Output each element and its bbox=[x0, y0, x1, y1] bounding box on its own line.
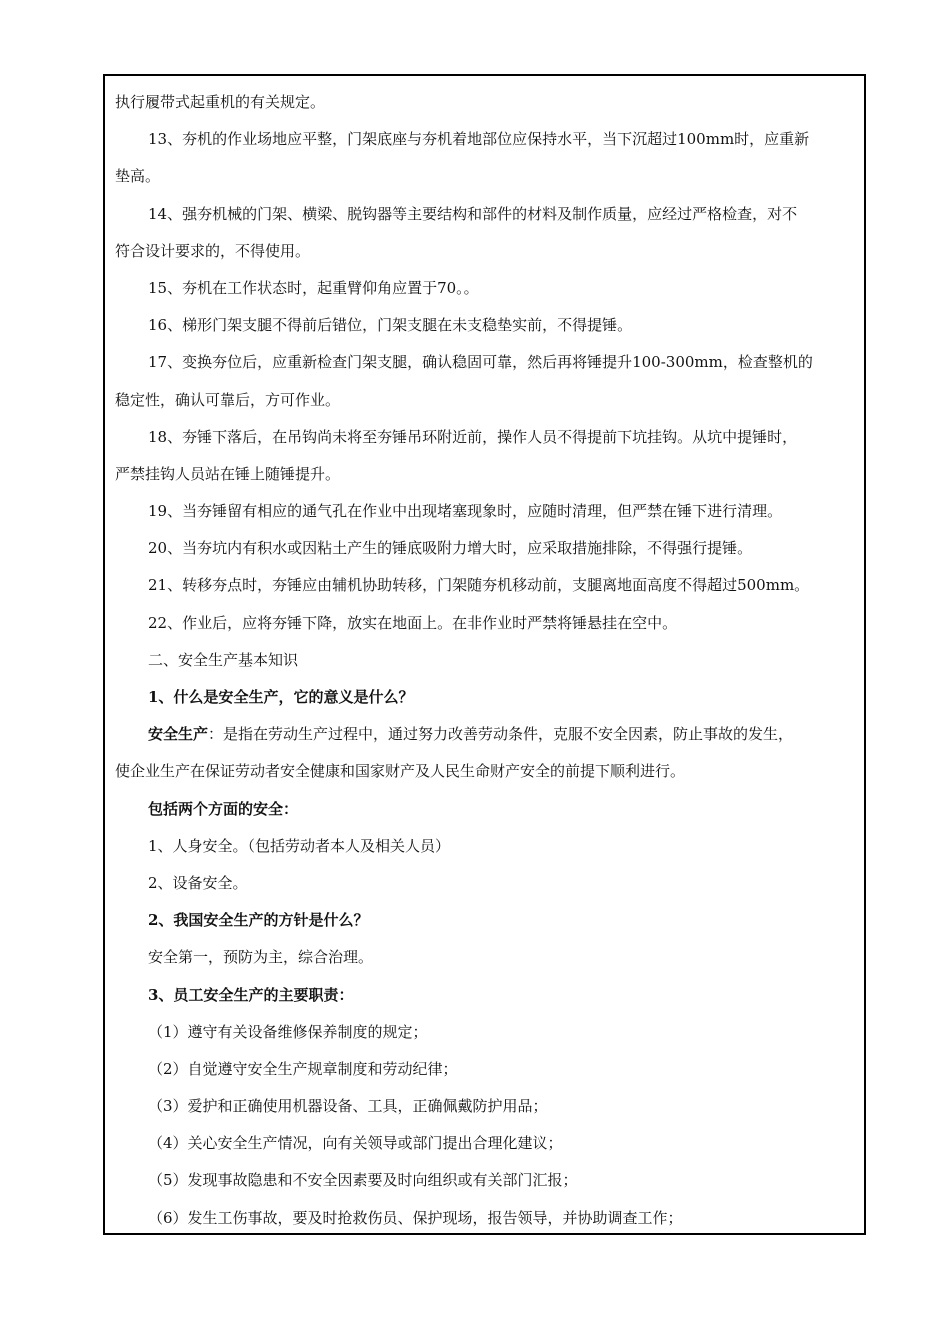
definition-term: 安全生产 bbox=[148, 725, 209, 744]
text-line: 20、当夯坑内有积水或因粘土产生的锤底吸附力增大时，应采取措施排除，不得强行提锤。 bbox=[148, 539, 753, 558]
list-item: 1、人身安全。（包括劳动者本人及相关人员） bbox=[148, 836, 451, 855]
text-line: 严禁挂钩人员站在锤上随锤提升。 bbox=[115, 464, 341, 483]
document-frame bbox=[103, 74, 866, 1235]
document-body bbox=[115, 84, 865, 1237]
list-item: （1）遵守有关设备维修保养制度的规定； bbox=[148, 1022, 428, 1041]
text-line: 使企业生产在保证劳动者安全健康和国家财产及人民生命财产安全的前提下顺利进行。 bbox=[115, 762, 686, 781]
text-line: 13、夯机的作业场地应平整，门架底座与夯机着地部位应保持水平，当下沉超过100mm时，应重新 bbox=[148, 130, 810, 149]
question-heading: 2、我国安全生产的方针是什么？ bbox=[148, 911, 369, 930]
question-heading: 1、什么是安全生产，它的意义是什么？ bbox=[148, 688, 414, 706]
text-line: 14、强夯机械的门架、横梁、脱钩器等主要结构和部件的材料及制作质量，应经过严格检查，对不 bbox=[148, 204, 798, 223]
definition-line bbox=[115, 716, 865, 753]
text-line: 符合设计要求的，不得使用。 bbox=[115, 241, 311, 260]
text-line: 稳定性，确认可靠后，方可作业。 bbox=[115, 390, 341, 409]
text-line: 17、变换夯位后，应重新检查门架支腿，确认稳固可靠，然后再将锤提升100-300mm，检查整机的 bbox=[148, 353, 813, 372]
text-line: 19、当夯锤留有相应的通气孔在作业中出现堵塞现象时，应随时清理，但严禁在锤下进行清理。 bbox=[148, 502, 783, 521]
text-line: 垫高。 bbox=[115, 167, 161, 186]
text-line: 18、夯锤下落后，在吊钩尚未将至夯锤吊环附近前，操作人员不得提前下坑挂钩。从坑中提锤时， bbox=[148, 427, 798, 446]
definition-text: ：是指在劳动生产过程中，通过努力改善劳动条件，克服不安全因素，防止事故的发生， bbox=[208, 725, 794, 744]
section-heading: 二、安全生产基本知识 bbox=[148, 650, 299, 669]
subheading: 包括两个方面的安全： bbox=[148, 799, 299, 818]
text-line: 21、转移夯点时，夯锤应由辅机协助转移，门架随夯机移动前，支腿离地面高度不得超过500mm。 bbox=[148, 576, 810, 595]
question-heading: 3、员工安全生产的主要职责： bbox=[148, 985, 354, 1004]
text-line: 16、梯形门架支腿不得前后错位，门架支腿在未支稳垫实前，不得提锤。 bbox=[148, 316, 633, 335]
list-item: （4）关心安全生产情况，向有关领导或部门提出合理化建议； bbox=[148, 1134, 563, 1153]
list-item: （5）发现事故隐患和不安全因素要及时向组织或有关部门汇报； bbox=[148, 1171, 578, 1190]
text-line: 22、作业后，应将夯锤下降，放实在地面上。在非作业时严禁将锤悬挂在空中。 bbox=[148, 613, 678, 632]
list-item: （3）爱护和正确使用机器设备、工具，正确佩戴防护用品； bbox=[148, 1097, 548, 1116]
list-item: （2）自觉遵守安全生产规章制度和劳动纪律； bbox=[148, 1059, 458, 1078]
text-line: 15、夯机在工作状态时，起重臂仰角应置于70。。 bbox=[148, 278, 479, 297]
text-line: 执行履带式起重机的有关规定。 bbox=[115, 93, 326, 111]
text-line: 安全第一，预防为主，综合治理。 bbox=[148, 948, 374, 967]
list-item: （6）发生工伤事故，要及时抢救伤员、保护现场，报告领导，并协助调查工作； bbox=[148, 1208, 683, 1227]
list-item: 2、设备安全。 bbox=[148, 873, 248, 892]
